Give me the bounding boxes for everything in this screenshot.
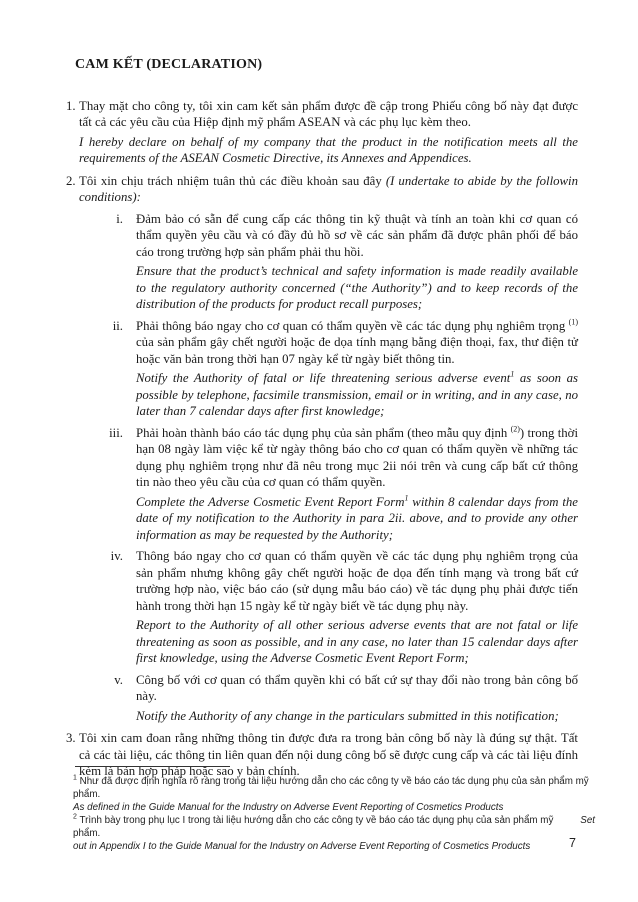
declaration-item-2 — [66, 173, 578, 725]
text-segment: Trình bày trong phụ lục I trong tài liệu hướng dẫn cho các công ty về báo cáo tác dụng phụ của sản phẩm mỹ phẩm. — [73, 815, 554, 839]
condition-i-vietnamese-text: Đảm bảo có sẵn để cung cấp các thông tin kỹ thuật và tính an toàn khi cơ quan có thẩm quyền yêu cầu và có đầy đủ hồ sơ về các sản phẩm đã được phân phối để báo cáo trong trường hợp sản phẩm phải thu hồi. — [136, 211, 578, 259]
item-2-english-inline-text: (I undertake to abide by the followin conditions): — [79, 173, 579, 204]
text-segment: Phải hoàn thành báo cáo tác dụng phụ của sản phẩm (theo mẫu quy định — [136, 425, 511, 440]
condition-body — [136, 672, 578, 725]
condition-v-english-text: Notify the Authority of any change in the particulars submitted in this notification; — [136, 708, 559, 723]
footnote-divider — [75, 766, 230, 767]
condition-label: iii. — [109, 425, 123, 440]
condition-body — [136, 548, 578, 667]
condition-item-iv — [108, 548, 578, 667]
item-2-text — [79, 173, 578, 206]
footnote-ref-marker: (1) — [568, 317, 578, 327]
condition-label: ii. — [112, 318, 123, 333]
item-1-vietnamese-text: Thay mặt cho công ty, tôi xin cam kết sản phẩm được đề cập trong Phiếu công bố này đạt được tất cả các yêu cầu của Hiệp định mỹ phẩm ASEAN và các phụ lục kèm theo. — [79, 98, 578, 129]
condition-iv-english-text: Report to the Authority of all other serious adverse events that are not fatal or life threatening as soon as possible, and in any case, no later than 15 calendar days after first knowledge, using the Adverse Cosmetic Event Report Form; — [136, 618, 578, 665]
page-content — [66, 57, 578, 780]
condition-label: i. — [116, 211, 123, 226]
footnote-section — [73, 766, 595, 853]
condition-iv-vietnamese-text: Thông báo ngay cho cơ quan có thẩm quyền về các tác dụng phụ nghiêm trọng của sản phẩm nhưng không gây chết người hoặc đe dọa đến tính mạng và trong bất cứ trường hợp nào, việc báo cáo (sử dụng mẫu báo cáo) về tác dụng phụ phải được tiến hành trong thời hạn 15 ngày kể từ ngày biết về tác dụng phụ này. — [136, 549, 578, 613]
page-number: 7 — [569, 836, 576, 850]
text-segment: ) trong thời hạn 08 ngày làm việc kể từ ngày thông báo cho cơ quan có thẩm quyền về những tác dụng phụ nghiêm trọng như đã nêu trong mục 2ii nói trên và cung cấp bất cứ thông tin nào theo yêu cầu của cơ quan có thẩm quyền. — [136, 425, 578, 489]
declaration-item-1 — [66, 98, 578, 167]
text-segment: as soon as possible by telephone, facsimile transmission, email or in writing, and in any case, no later than 7 calendar days after first knowledge; — [136, 371, 579, 418]
condition-item-iii — [108, 425, 578, 544]
condition-body — [136, 211, 578, 313]
text-segment: của sản phẩm gây chết người hoặc đe dọa tính mạng bằng điện thoại, fax, thư điện tử hoặc văn bản trong thời hạn 07 ngày kể từ ngày biết thông tin. — [136, 335, 578, 366]
item-body — [79, 98, 578, 167]
condition-ii-vietnamese-text — [136, 318, 578, 368]
condition-body — [136, 425, 578, 544]
text-segment: within 8 calendar days from the date of my notification to the Authority in para 2ii. above, and to provide any other information as may be requested by the Authority; — [136, 494, 578, 542]
condition-item-v — [108, 672, 578, 725]
item-number: 3. — [66, 731, 76, 745]
condition-i-english-text: Ensure that the product’s technical and safety information is made readily available to the regulatory authority concerned (“the Authority”) and to keep records of the distribution of the products for product recall purposes; — [136, 264, 578, 311]
condition-iii-english-text — [136, 494, 578, 544]
condition-body — [136, 318, 578, 420]
footnote-ref-marker: 1 — [404, 493, 409, 503]
condition-item-i — [108, 211, 578, 313]
condition-v-vietnamese-text: Công bố với cơ quan có thẩm quyền khi có bất cứ sự thay đổi nào trong bản công bố này. — [136, 672, 578, 703]
footnote-marker: 2 — [73, 813, 77, 821]
text-segment: Complete the Adverse Cosmetic Event Report Form — [136, 494, 405, 509]
footnote-2-vietnamese — [73, 814, 595, 840]
text-segment: Phải thông báo ngay cho cơ quan có thẩm quyền về các tác dụng phụ nghiêm trọng — [136, 318, 569, 333]
item-3-vietnamese-text: Tôi xin cam đoan rằng những thông tin được đưa ra trong bản công bố này là đúng sự thật. Tất cả các tài liệu, các thông tin liên quan đến nội dung công bố sẽ được cung cấp và các tài liệu đính kèm là bản hợp pháp hoặc sao y bản chính. — [79, 731, 578, 778]
condition-iii-vietnamese-text — [136, 425, 578, 491]
condition-ii-english-text — [136, 370, 578, 420]
footnote-ref-marker: (2) — [510, 424, 520, 434]
condition-item-ii — [108, 318, 578, 420]
footnote-1-vietnamese — [73, 775, 595, 801]
item-body — [79, 173, 578, 725]
footnote-1-english: As defined in the Guide Manual for the Industry on Adverse Event Reporting of Cosmetics Products — [73, 802, 504, 813]
item-number: 1. — [66, 98, 76, 113]
footnote-text — [73, 814, 580, 840]
footnote-2-english: out in Appendix I to the Guide Manual for the Industry on Adverse Event Reporting of Cosmetics Products — [73, 841, 531, 852]
footnote-english-carry-word: Set — [580, 815, 595, 826]
item-1-english-text: I hereby declare on behalf of my company that the product in the notification meets all the requirements of the ASEAN Cosmetic Directive, its Annexes and Appendices. — [79, 134, 578, 165]
condition-label: iv. — [110, 549, 123, 563]
item-number: 2. — [66, 173, 76, 188]
footnote-marker: 1 — [73, 774, 77, 782]
text-segment: Notify the Authority of fatal or life threatening serious adverse event — [136, 371, 511, 385]
page-title: CAM KẾT (DECLARATION) — [75, 57, 263, 72]
condition-label: v. — [114, 672, 123, 687]
item-2-vietnamese-text: Tôi xin chịu trách nhiệm tuân thủ các điều khoản sau đây — [79, 173, 386, 188]
footnote-text: Như đã được định nghĩa rõ ràng trong tài liệu hướng dẫn cho các công ty về báo cáo tác dụng phụ của sản phẩm mỹ phẩm. — [73, 776, 589, 800]
footnote-ref-marker: 1 — [510, 369, 515, 379]
